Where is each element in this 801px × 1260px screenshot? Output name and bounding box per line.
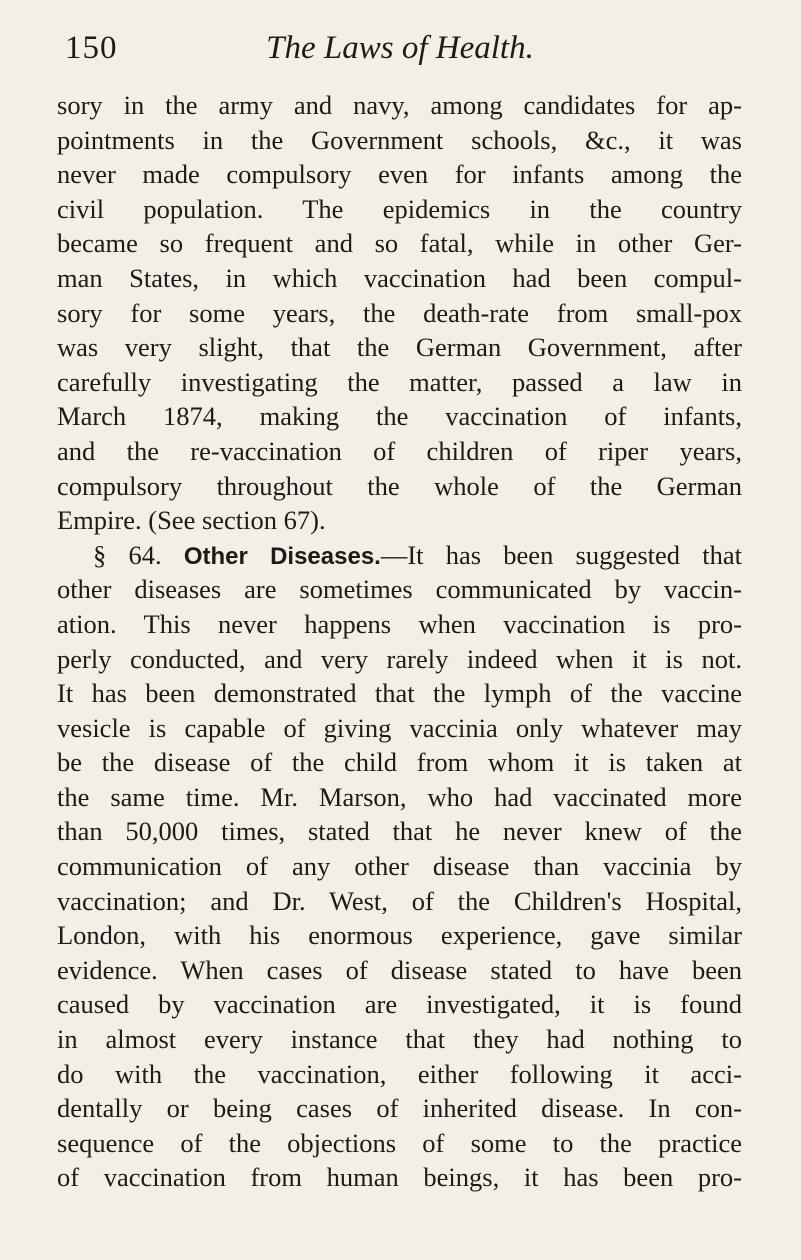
text-line: It has been demonstrated that the lymph of the vaccine [57, 678, 742, 709]
text-line: do with the vaccination, either following it acci- [57, 1058, 742, 1089]
text-line: pointments in the Government schools, &c., it was [57, 124, 742, 155]
body-text [57, 88, 742, 1195]
text-line: ation. This never happens when vaccination is pro- [57, 608, 742, 639]
text-line: March 1874, making the vaccination of infants, [57, 401, 742, 432]
text-line: sory for some years, the death-rate from small-pox [57, 297, 742, 328]
text-line: in almost every instance that they had nothing to [57, 1024, 742, 1055]
text-line: vesicle is capable of giving vaccinia only whatever may [57, 712, 742, 743]
text-line: carefully investigating the matter, passed a law in [57, 366, 742, 397]
text-line: perly conducted, and very rarely indeed when it is not. [57, 643, 742, 674]
section-title: Other Diseases. [183, 542, 381, 570]
text-line: be the disease of the child from whom it is taken at [57, 747, 742, 778]
paragraph-other-diseases [57, 538, 742, 1195]
running-head [55, 30, 745, 78]
text-line: other diseases are sometimes communicated by vaccin- [57, 574, 742, 605]
text-line: man States, in which vaccination had been compul- [57, 262, 742, 293]
text-line: compulsory throughout the whole of the German [57, 470, 742, 501]
text-line: sequence of the objections of some to the practice [57, 1127, 742, 1158]
section-first-line-text: —It has been suggested that [380, 539, 742, 570]
text-line: civil population. The epidemics in the country [57, 193, 742, 224]
text-line: was very slight, that the German Government, after [57, 332, 742, 363]
text-line: dentally or being cases of inherited disease. In con- [57, 1093, 742, 1124]
text-line: London, with his enormous experience, gave similar [57, 920, 742, 951]
text-line: the same time. Mr. Marson, who had vaccinated more [57, 781, 742, 812]
text-line: of vaccination from human beings, it has been pro- [57, 1162, 742, 1193]
text-line: became so frequent and so fatal, while in other Ger- [57, 228, 742, 259]
text-line: than 50,000 times, stated that he never knew of the [57, 816, 742, 847]
text-line: Empire. (See section 67). [57, 505, 326, 536]
page-number: 150 [65, 30, 118, 66]
text-line: communication of any other disease than vaccinia by [57, 851, 742, 882]
text-line: vaccination; and Dr. West, of the Children's Hospital, [57, 885, 742, 916]
text-line: sory in the army and navy, among candidates for ap- [57, 90, 742, 120]
text-line: evidence. When cases of disease stated to have been [57, 954, 742, 985]
section-heading-line [57, 538, 742, 573]
running-title: The Laws of Health. [266, 30, 534, 66]
text-line: never made compulsory even for infants among the [57, 159, 742, 190]
text-line: caused by vaccination are investigated, it is found [57, 989, 742, 1020]
text-line: and the re-vaccination of children of riper years, [57, 435, 742, 466]
section-number: § 64. [93, 539, 162, 570]
paragraph-vaccination-germany [57, 88, 742, 538]
